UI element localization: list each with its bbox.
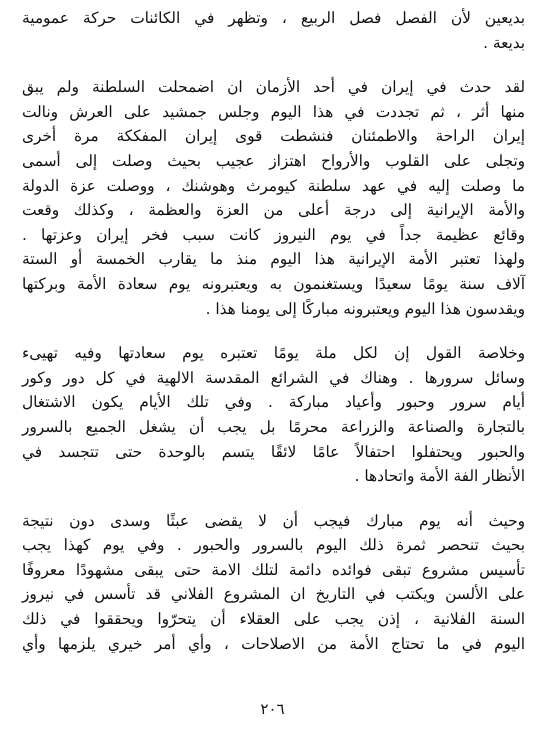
text-line: وتجلى على القلوب والأرواح اهتزاز عجيب بحيث وصلت إلى أسمى xyxy=(22,151,525,170)
text-line: لقد حدث في إيران في أحد الأزمان ان اضمحلت السلطنة ولم يبق xyxy=(22,78,525,97)
text-line: وحيث أنه يوم مبارك فيجب أن لا يقضى عبثًا وسدى دون نتيجة xyxy=(22,511,525,530)
paragraph-3 xyxy=(22,341,525,489)
text-line: على الألسن ويكتب في التاريخ ان المشروع الفلاني قد تأسس في نيروز xyxy=(22,585,525,604)
text-line: وخلاصة القول إن لكل ملة يومًا تعتبره يوم سعادتها وفيه تهيىء xyxy=(22,344,525,363)
text-line: تأسيس مشروع تبقى فوائده دائمة لتلك الامة حتى يبقى مشهودًا معروفًا xyxy=(22,560,525,579)
text-line: إيران الراحة والاطمئنان فنشطت قوى إيران المفككة مرة أخرى xyxy=(22,127,525,146)
text-line: الأنظار الفة الأمة واتحادها . xyxy=(354,467,525,486)
text-line: ولهذا تعتبر الأمة الإيرانية هذا اليوم منذ ما يقارب الخمسة أو الستة xyxy=(22,250,525,269)
text-line: بحيث تنحصر ثمرة ذلك اليوم بالسرور والحبور . وفي يوم كهذا يجب xyxy=(22,536,525,555)
page-body xyxy=(22,6,525,656)
text-line: والأمة الإيرانية إلى درجة أعلى من العزة والعظمة ، وكذلك وقعت xyxy=(22,201,525,220)
text-line: بالتجارة والصناعة والزراعة محرمًا بل يجب أن يشغل الجميع بالسرور xyxy=(22,417,525,436)
text-line: اليوم في ما تحتاج الأمة من الاصلاحات ، وأي أمر خيري يلزمها وأي xyxy=(22,634,525,653)
text-line: والحبور ويحتفلوا احتفالاً عامًا لائقًا يتسم بالوحدة حتى تتجسد في xyxy=(22,442,525,461)
paragraph-4 xyxy=(22,509,525,657)
text-line: بديعة . xyxy=(483,33,525,52)
text-line: بديعين لأن الفصل فصل الربيع ، وتظهر في الكائنات حركة عمومية xyxy=(22,9,525,27)
text-line: منها أثر ، ثم تجددت في هذا اليوم وجلس جمشيد على العرش ونالت xyxy=(22,102,525,121)
page-number: ٢٠٦ xyxy=(260,700,285,718)
text-line: وسائل سرورها . وهناك في الشرائع المقدسة الالهية في كل دور وكور xyxy=(22,368,525,387)
paragraph-1 xyxy=(22,6,525,55)
text-line: آلاف سنة يومًا سعيدًا ويستغنمون به ويعتبرونه يوم سعادة الأمة وبركتها xyxy=(22,274,525,293)
text-line: أيام سرور وحبور وأعياد مباركة . وفي تلك الأيام يكون الاشتغال xyxy=(22,393,525,412)
text-line: السنة الفلانية ، إذن يجب على العقلاء أن يتحرّوا ويحققوا في ذلك xyxy=(22,610,525,629)
text-line: ما وصلت إليه في عهد سلطنة كيومرث وهوشنك ، ووصلت عزة الدولة xyxy=(22,176,525,195)
paragraph-2 xyxy=(22,75,525,321)
text-line: ويقدسون هذا اليوم ويعتبرونه مباركًا إلى يومنا هذا . xyxy=(205,299,525,318)
text-line: وقائع عظيمة جداً في يوم النيروز كانت سبب فخر إيران وعزتها . xyxy=(22,225,525,244)
